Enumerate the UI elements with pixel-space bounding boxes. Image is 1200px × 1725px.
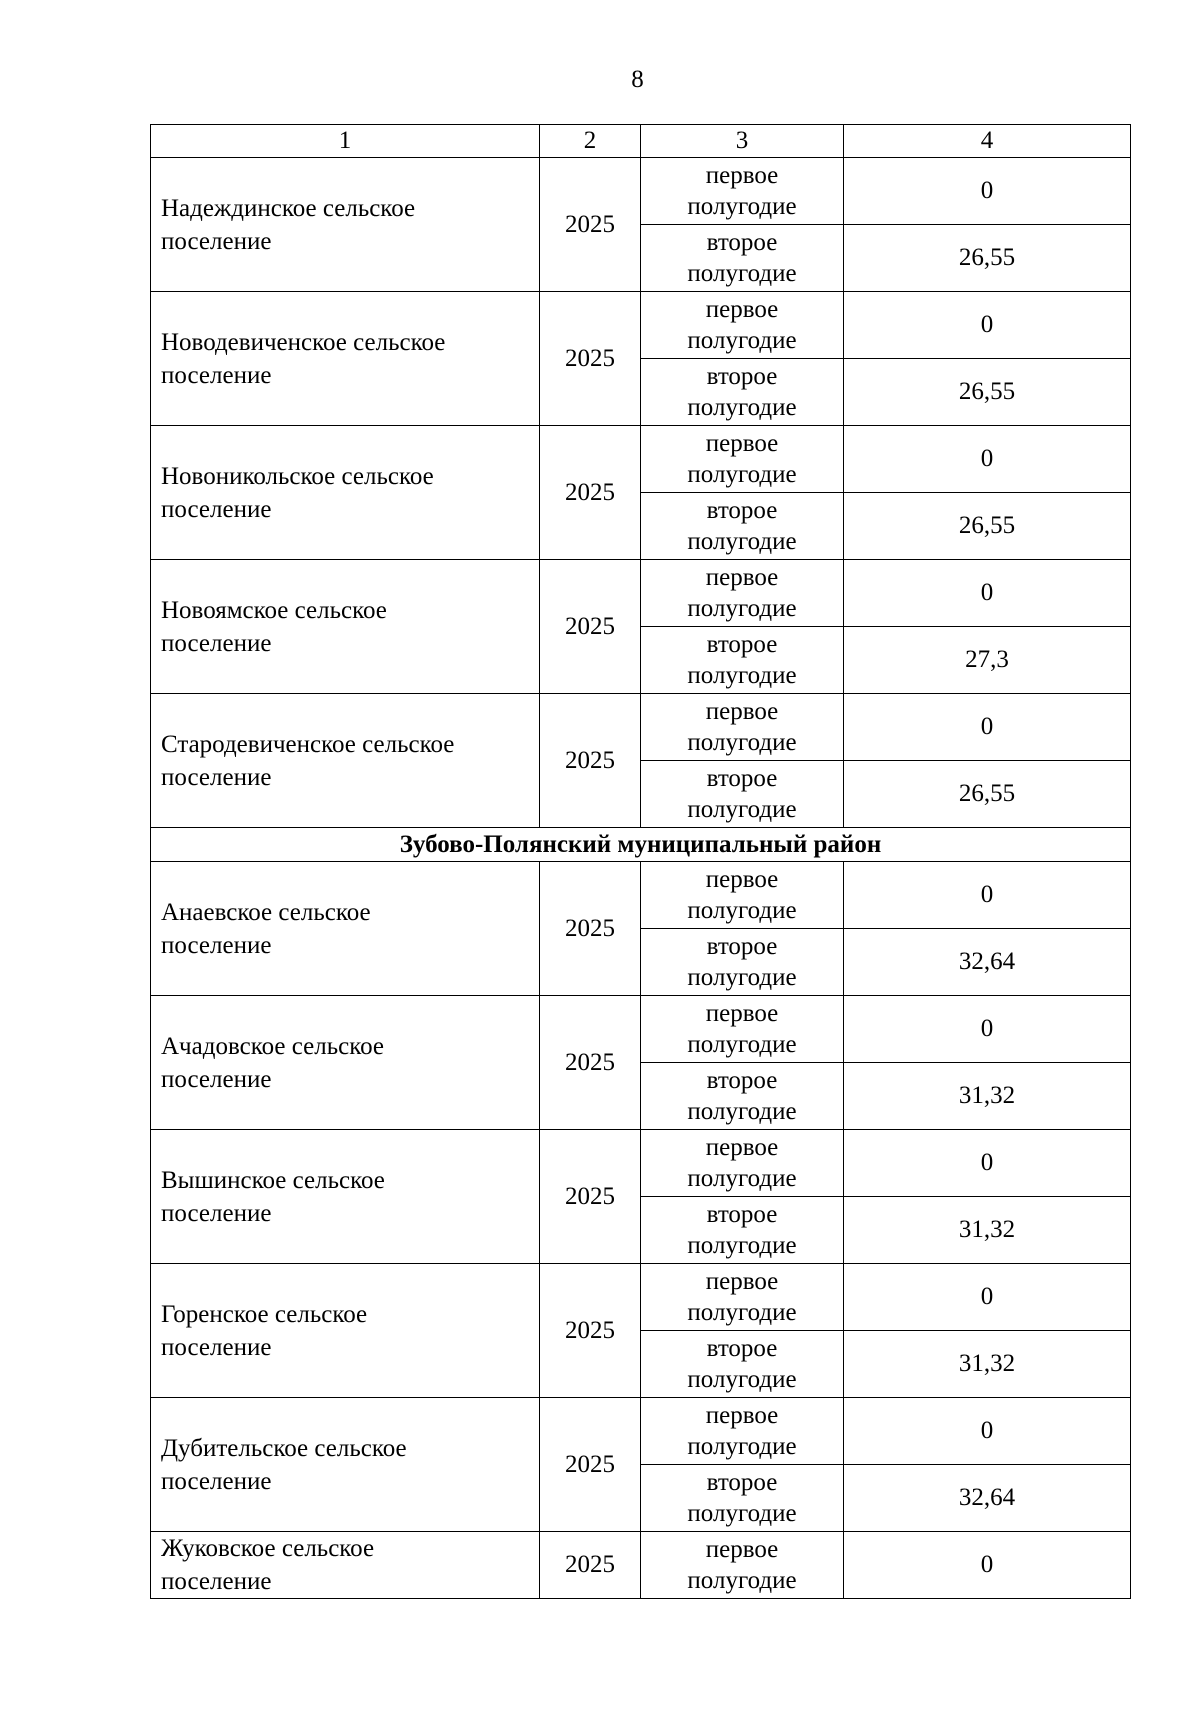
settlement-name-line: Жуковское сельское <box>161 1535 375 1562</box>
value-cell: 26,55 <box>844 359 1131 426</box>
period-line: полугодие <box>687 1165 797 1192</box>
value-cell: 32,64 <box>844 1465 1131 1532</box>
settlement-name-line: Новоямское сельское <box>161 596 387 624</box>
period-line: второе <box>706 1067 778 1094</box>
period-line: первое <box>705 1536 779 1563</box>
period-line: второе <box>706 1201 778 1228</box>
period-line: первое <box>705 698 779 725</box>
period-line: полугодие <box>687 1366 797 1393</box>
header-cell-2: 2 <box>540 125 641 158</box>
settlement-name <box>151 426 540 560</box>
settlement-name-line: поселение <box>161 1467 272 1495</box>
period-line: полугодие <box>687 394 797 421</box>
period-line: полугодие <box>687 327 797 354</box>
period-line: полугодие <box>687 528 797 555</box>
period-cell <box>641 1130 844 1197</box>
period-line: второе <box>706 631 778 658</box>
district-row <box>151 828 1131 862</box>
table-row <box>151 1532 1131 1599</box>
value-cell: 32,64 <box>844 929 1131 996</box>
value-cell: 0 <box>844 426 1131 493</box>
period-cell <box>641 493 844 560</box>
period-line: первое <box>705 1000 779 1027</box>
period-line: первое <box>705 1268 779 1295</box>
period-line: полугодие <box>687 897 797 924</box>
period-line: второе <box>706 765 778 792</box>
year-cell: 2025 <box>540 1130 641 1264</box>
period-cell <box>641 862 844 929</box>
value-cell: 26,55 <box>844 761 1131 828</box>
period-cell <box>641 694 844 761</box>
page-number: 8 <box>631 66 644 93</box>
period-line: второе <box>706 229 778 256</box>
period-cell <box>641 761 844 828</box>
table-row <box>151 1264 1131 1331</box>
period-line: первое <box>705 430 779 457</box>
period-cell <box>641 225 844 292</box>
period-cell <box>641 929 844 996</box>
year-cell: 2025 <box>540 1264 641 1398</box>
period-cell <box>641 1532 844 1599</box>
settlement-name-line: поселение <box>161 1065 272 1093</box>
settlement-name <box>151 158 540 292</box>
settlement-name-line: поселение <box>161 629 272 657</box>
year-cell: 2025 <box>540 158 641 292</box>
value-cell: 0 <box>844 1130 1131 1197</box>
settlement-name <box>151 1398 540 1532</box>
settlement-name-line: поселение <box>161 1199 272 1227</box>
value-cell: 0 <box>844 694 1131 761</box>
settlement-name-line: поселение <box>161 763 272 791</box>
settlement-name <box>151 292 540 426</box>
period-line: второе <box>706 1469 778 1496</box>
year-cell: 2025 <box>540 1532 641 1599</box>
settlement-name-line: Новоникольское сельское <box>161 462 434 490</box>
year-cell: 2025 <box>540 1398 641 1532</box>
year-cell: 2025 <box>540 996 641 1130</box>
value-cell: 0 <box>844 862 1131 929</box>
period-cell <box>641 996 844 1063</box>
period-line: второе <box>706 1335 778 1362</box>
period-line: второе <box>706 497 778 524</box>
year-cell: 2025 <box>540 292 641 426</box>
value-cell: 0 <box>844 158 1131 225</box>
year-cell: 2025 <box>540 426 641 560</box>
period-line: полугодие <box>687 1031 797 1058</box>
value-cell: 31,32 <box>844 1063 1131 1130</box>
settlement-name <box>151 996 540 1130</box>
year-cell: 2025 <box>540 560 641 694</box>
period-line: полугодие <box>687 796 797 823</box>
period-line: первое <box>705 564 779 591</box>
settlement-name-line: Горенское сельское <box>161 1300 368 1328</box>
value-cell: 31,32 <box>844 1331 1131 1398</box>
table-row <box>151 292 1131 359</box>
period-line: полугодие <box>687 729 797 756</box>
value-cell: 0 <box>844 1532 1131 1599</box>
header-row <box>151 125 1131 158</box>
value-cell: 0 <box>844 560 1131 627</box>
period-line: полугодие <box>687 260 797 287</box>
value-cell: 0 <box>844 1398 1131 1465</box>
period-line: полугодие <box>687 461 797 488</box>
period-line: полугодие <box>687 964 797 991</box>
value-cell: 26,55 <box>844 493 1131 560</box>
period-line: первое <box>705 296 779 323</box>
settlement-name-line: Надеждинское сельское <box>161 194 416 222</box>
period-cell <box>641 1465 844 1532</box>
period-line: полугодие <box>687 1299 797 1326</box>
settlement-name <box>151 694 540 828</box>
period-line: полугодие <box>687 1433 797 1460</box>
value-cell: 0 <box>844 1264 1131 1331</box>
period-cell <box>641 292 844 359</box>
table-row <box>151 862 1131 929</box>
period-line: второе <box>706 933 778 960</box>
settlement-name-line: Ачадовское сельское <box>161 1032 384 1060</box>
period-line: полугодие <box>687 1098 797 1125</box>
value-cell: 0 <box>844 996 1131 1063</box>
period-line: первое <box>705 162 779 189</box>
period-line: первое <box>705 866 779 893</box>
table-row <box>151 158 1131 225</box>
period-cell <box>641 1264 844 1331</box>
period-cell <box>641 426 844 493</box>
settlements-table <box>150 124 1131 1599</box>
settlement-name-line: Стародевиченское сельское <box>161 730 455 758</box>
period-line: первое <box>705 1134 779 1161</box>
period-line: полугодие <box>687 193 797 220</box>
settlement-name-line: поселение <box>161 495 272 523</box>
period-cell <box>641 1063 844 1130</box>
settlement-name <box>151 862 540 996</box>
period-cell <box>641 1398 844 1465</box>
settlement-name-line: поселение <box>161 931 272 959</box>
table-row <box>151 1398 1131 1465</box>
header-cell-3: 3 <box>641 125 844 158</box>
settlement-name-line: Дубительское сельское <box>161 1434 407 1462</box>
period-line: полугодие <box>687 1500 797 1527</box>
period-line: полугодие <box>687 1232 797 1259</box>
period-cell <box>641 359 844 426</box>
period-cell <box>641 1331 844 1398</box>
period-cell <box>641 560 844 627</box>
header-cell-1: 1 <box>151 125 540 158</box>
value-cell: 26,55 <box>844 225 1131 292</box>
value-cell: 31,32 <box>844 1197 1131 1264</box>
period-cell <box>641 627 844 694</box>
settlement-name-line: Новодевиченское сельское <box>161 328 446 356</box>
settlement-name <box>151 560 540 694</box>
period-cell <box>641 1197 844 1264</box>
period-line: второе <box>706 363 778 390</box>
header-cell-4: 4 <box>844 125 1131 158</box>
period-line: полугодие <box>687 595 797 622</box>
value-cell: 0 <box>844 292 1131 359</box>
settlement-name <box>151 1130 540 1264</box>
settlement-name-line: Вышинское сельское <box>161 1166 385 1194</box>
settlement-name-line: поселение <box>161 1568 272 1595</box>
period-line: первое <box>705 1402 779 1429</box>
value-cell: 27,3 <box>844 627 1131 694</box>
table-row <box>151 426 1131 493</box>
year-cell: 2025 <box>540 694 641 828</box>
settlement-name <box>151 1532 540 1599</box>
table-row <box>151 560 1131 627</box>
table-row <box>151 996 1131 1063</box>
table-row <box>151 694 1131 761</box>
settlement-name-line: поселение <box>161 227 272 255</box>
settlement-name-line: поселение <box>161 1333 272 1361</box>
period-line: полугодие <box>687 1567 797 1594</box>
period-line: полугодие <box>687 662 797 689</box>
district-heading: Зубово-Полянский муниципальный район <box>151 828 1131 862</box>
settlement-name-line: поселение <box>161 361 272 389</box>
year-cell: 2025 <box>540 862 641 996</box>
settlement-name-line: Анаевское сельское <box>161 898 371 926</box>
settlement-name <box>151 1264 540 1398</box>
table-row <box>151 1130 1131 1197</box>
period-cell <box>641 158 844 225</box>
